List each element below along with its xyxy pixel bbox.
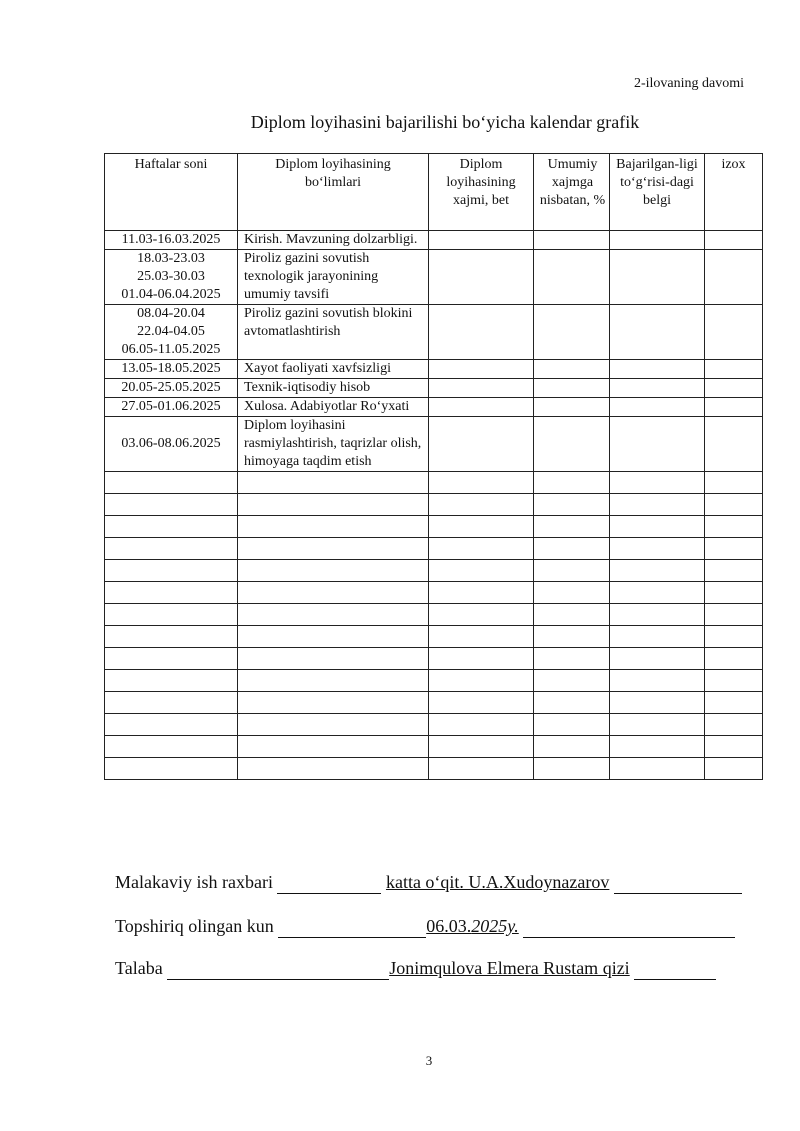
empty-cell: [238, 736, 429, 758]
header-volume: Diplom loyihasining xajmi, bet: [429, 154, 534, 231]
empty-cell: [238, 758, 429, 780]
empty-cell: [610, 516, 705, 538]
empty-cell: [238, 560, 429, 582]
student-label: Talaba: [115, 958, 163, 978]
empty-cell: [610, 604, 705, 626]
empty-cell: [238, 538, 429, 560]
empty-cell: [610, 714, 705, 736]
weeks-cell: 13.05-18.05.2025: [105, 360, 238, 379]
section-cell: Diplom loyihasini rasmiylashtirish, taqrizlar olish, himoyaga taqdim etish: [238, 417, 429, 472]
student-blank: [167, 958, 389, 980]
header-notes: izox: [705, 154, 763, 231]
weeks-cell: 11.03-16.03.2025: [105, 231, 238, 250]
empty-cell: [705, 516, 763, 538]
empty-cell: [610, 538, 705, 560]
empty-cell: [705, 692, 763, 714]
empty-cell: [429, 305, 534, 360]
student-blank-end: [634, 958, 716, 980]
empty-cell: [705, 472, 763, 494]
section-cell: Xayot faoliyati xavfsizligi: [238, 360, 429, 379]
table-row: [105, 250, 763, 305]
weeks-cell: 18.03-23.03 25.03-30.03 01.04-06.04.2025: [105, 250, 238, 305]
empty-row: [105, 648, 763, 670]
empty-cell: [429, 494, 534, 516]
supervisor-line: [115, 872, 742, 894]
empty-cell: [429, 398, 534, 417]
appendix-label: 2-ilovaning davomi: [633, 76, 744, 91]
empty-cell: [705, 604, 763, 626]
empty-cell: [429, 670, 534, 692]
empty-cell: [105, 538, 238, 560]
empty-cell: [534, 582, 610, 604]
calendar-table: [104, 153, 763, 780]
empty-cell: [534, 692, 610, 714]
empty-cell: [705, 626, 763, 648]
empty-cell: [238, 472, 429, 494]
empty-cell: [610, 758, 705, 780]
supervisor-blank: [277, 872, 381, 894]
empty-cell: [429, 231, 534, 250]
empty-row: [105, 472, 763, 494]
empty-cell: [705, 250, 763, 305]
empty-row: [105, 494, 763, 516]
empty-cell: [429, 648, 534, 670]
table-header-row: [105, 154, 763, 231]
empty-cell: [534, 417, 610, 472]
empty-cell: [429, 736, 534, 758]
empty-cell: [429, 516, 534, 538]
empty-cell: [105, 472, 238, 494]
header-sections: Diplom loyihasining bo‘limlari: [238, 154, 429, 231]
empty-cell: [429, 714, 534, 736]
empty-cell: [705, 231, 763, 250]
section-cell: Kirish. Mavzuning dolzarbligi.: [238, 231, 429, 250]
date-value-main: 06.03.: [426, 916, 472, 936]
empty-cell: [429, 379, 534, 398]
empty-cell: [705, 758, 763, 780]
empty-cell: [705, 560, 763, 582]
empty-cell: [429, 692, 534, 714]
empty-cell: [105, 692, 238, 714]
date-value-year: 2025y.: [471, 916, 519, 936]
empty-cell: [610, 250, 705, 305]
empty-cell: [534, 360, 610, 379]
weeks-cell: 08.04-20.04 22.04-04.05 06.05-11.05.2025: [105, 305, 238, 360]
empty-cell: [105, 758, 238, 780]
empty-cell: [534, 714, 610, 736]
table-row: [105, 417, 763, 472]
empty-cell: [705, 714, 763, 736]
weeks-cell: 03.06-08.06.2025: [105, 417, 238, 472]
header-weeks: Haftalar soni: [105, 154, 238, 231]
empty-cell: [429, 604, 534, 626]
empty-cell: [610, 560, 705, 582]
empty-row: [105, 604, 763, 626]
empty-cell: [429, 250, 534, 305]
empty-cell: [534, 670, 610, 692]
empty-cell: [610, 231, 705, 250]
empty-cell: [534, 231, 610, 250]
empty-cell: [238, 670, 429, 692]
empty-cell: [534, 305, 610, 360]
table-row: [105, 305, 763, 360]
empty-row: [105, 758, 763, 780]
empty-cell: [534, 494, 610, 516]
table-row: [105, 398, 763, 417]
page-number: 3: [425, 1053, 433, 1068]
empty-cell: [429, 582, 534, 604]
date-value: [426, 916, 519, 936]
empty-cell: [534, 398, 610, 417]
table-row: [105, 231, 763, 250]
empty-cell: [105, 714, 238, 736]
empty-cell: [429, 360, 534, 379]
empty-cell: [429, 626, 534, 648]
empty-cell: [705, 417, 763, 472]
date-blank-end: [523, 916, 735, 938]
empty-row: [105, 626, 763, 648]
empty-cell: [610, 692, 705, 714]
weeks-cell: 20.05-25.05.2025: [105, 379, 238, 398]
empty-cell: [705, 494, 763, 516]
empty-cell: [534, 472, 610, 494]
empty-cell: [610, 379, 705, 398]
empty-cell: [705, 360, 763, 379]
empty-cell: [610, 582, 705, 604]
empty-cell: [705, 670, 763, 692]
empty-cell: [534, 736, 610, 758]
empty-cell: [105, 582, 238, 604]
empty-cell: [610, 648, 705, 670]
empty-cell: [429, 472, 534, 494]
empty-cell: [238, 604, 429, 626]
empty-row: [105, 714, 763, 736]
empty-cell: [705, 538, 763, 560]
empty-cell: [534, 379, 610, 398]
empty-cell: [705, 398, 763, 417]
empty-cell: [534, 516, 610, 538]
supervisor-value: katta o‘qit. U.A.Xudoynazarov: [385, 872, 610, 892]
empty-cell: [105, 670, 238, 692]
table-row: [105, 360, 763, 379]
empty-cell: [610, 736, 705, 758]
empty-cell: [705, 582, 763, 604]
empty-row: [105, 692, 763, 714]
empty-cell: [534, 758, 610, 780]
empty-cell: [610, 472, 705, 494]
empty-row: [105, 538, 763, 560]
section-cell: Xulosa. Adabiyotlar Ro‘yxati: [238, 398, 429, 417]
empty-cell: [534, 604, 610, 626]
empty-cell: [105, 516, 238, 538]
empty-cell: [105, 626, 238, 648]
empty-cell: [610, 305, 705, 360]
empty-cell: [429, 560, 534, 582]
empty-cell: [610, 360, 705, 379]
empty-row: [105, 516, 763, 538]
empty-cell: [534, 250, 610, 305]
empty-cell: [105, 648, 238, 670]
date-line: [115, 916, 735, 938]
empty-cell: [705, 648, 763, 670]
empty-cell: [705, 379, 763, 398]
empty-cell: [610, 417, 705, 472]
empty-cell: [238, 692, 429, 714]
weeks-cell: 27.05-01.06.2025: [105, 398, 238, 417]
empty-cell: [105, 494, 238, 516]
empty-cell: [610, 494, 705, 516]
empty-cell: [238, 626, 429, 648]
supervisor-blank-end: [614, 872, 742, 894]
empty-row: [105, 582, 763, 604]
empty-cell: [238, 516, 429, 538]
empty-cell: [534, 538, 610, 560]
empty-row: [105, 560, 763, 582]
empty-cell: [238, 582, 429, 604]
empty-cell: [105, 560, 238, 582]
date-blank: [278, 916, 426, 938]
supervisor-label: Malakaviy ish raxbari: [115, 872, 273, 892]
date-label: Topshiriq olingan kun: [115, 916, 274, 936]
section-cell: Texnik-iqtisodiy hisob: [238, 379, 429, 398]
empty-row: [105, 670, 763, 692]
empty-cell: [429, 538, 534, 560]
empty-cell: [534, 648, 610, 670]
empty-cell: [610, 626, 705, 648]
empty-cell: [610, 398, 705, 417]
empty-cell: [105, 736, 238, 758]
table-row: [105, 379, 763, 398]
empty-cell: [429, 758, 534, 780]
empty-cell: [610, 670, 705, 692]
empty-cell: [238, 648, 429, 670]
header-percent: Umumiy xajmga nisbatan, %: [534, 154, 610, 231]
empty-cell: [238, 494, 429, 516]
empty-cell: [105, 604, 238, 626]
section-cell: Piroliz gazini sovutish texnologik jarayonining umumiy tavsifi: [238, 250, 429, 305]
document-title: Diplom loyihasini bajarilishi bo‘yicha kalendar grafik: [250, 112, 640, 132]
empty-cell: [534, 626, 610, 648]
empty-cell: [705, 305, 763, 360]
empty-cell: [238, 714, 429, 736]
student-line: [115, 958, 716, 980]
empty-cell: [705, 736, 763, 758]
empty-cell: [429, 417, 534, 472]
section-cell: Piroliz gazini sovutish blokini avtomatlashtirish: [238, 305, 429, 360]
empty-row: [105, 736, 763, 758]
empty-cell: [534, 560, 610, 582]
student-value: Jonimqulova Elmera Rustam qizi: [389, 958, 630, 978]
header-completion: Bajarilgan-ligi to‘g‘risi-dagi belgi: [610, 154, 705, 231]
